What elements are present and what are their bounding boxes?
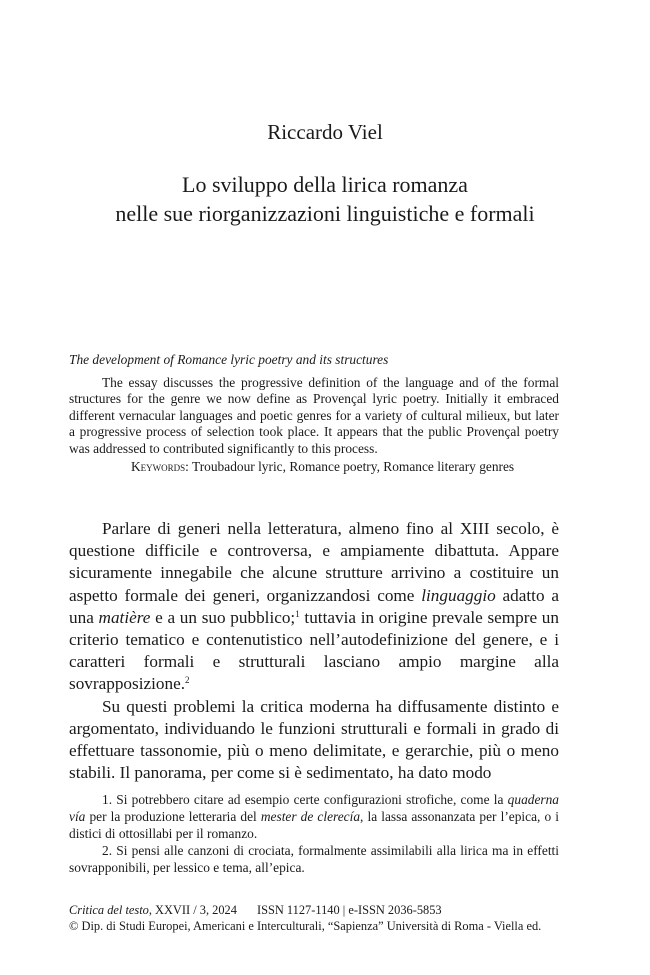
- paragraph-2: Su questi problemi la critica moderna ha diffusamente distinto e argomentato, individuando le funzioni strutturali e formali in grado di effettuare tassonomie, più o meno delimitate, e gerarchie, più o meno stabili. Il panorama, per come si è sedimentato, ha dato modo: [69, 696, 559, 783]
- footnotes: [69, 791, 559, 876]
- footer-citation-line: [69, 902, 569, 918]
- footnote-ref-1[interactable]: 1: [295, 608, 300, 619]
- keywords-separator: :: [185, 459, 192, 474]
- keywords-label: Keywords: [131, 459, 186, 474]
- paragraph-1-italic-linguaggio: linguaggio: [421, 585, 496, 605]
- footer-journal-name: Critica del testo: [69, 903, 149, 917]
- main-text: [69, 518, 559, 784]
- abstract: [69, 352, 559, 476]
- paragraph-1-text-d: tuttavia in origine prevale sempre un criterio tematico e contenutistico nell’autodefinizione del genere, e i caratteri formali e strutturali lasciano ampio margine alla sovrapposizione.: [69, 607, 559, 694]
- footnote-1-text-c: , la lassa assonanzata per l’epica, o i distici di ottosillabi per il romanzo.: [69, 809, 559, 841]
- footnote-2: 2. Si pensi alle canzoni di crociata, formalmente assimilabili alla lirica ma in effetti sovrapponibili, per lessico e tema, all’epica.: [69, 843, 559, 875]
- footer-copyright: © Dip. di Studi Europei, Americani e Interculturali, “Sapienza” Università di Roma - Viella ed.: [69, 919, 542, 933]
- footnote-1-text-b: per la produzione letteraria del: [85, 809, 261, 824]
- article-title-line-2: nelle sue riorganizzazioni linguistiche e formali: [115, 201, 535, 226]
- abstract-english-title: The development of Romance lyric poetry and its structures: [69, 352, 389, 367]
- author-name: Riccardo Viel: [267, 120, 383, 144]
- article-title: [0, 170, 650, 228]
- footnote-1-text-a: 1. Si potrebbero citare ad esempio certe configurazioni strofiche, come la: [102, 792, 508, 807]
- keywords-list: Troubadour lyric, Romance poetry, Romance literary genres: [192, 459, 515, 474]
- footnote-1-italic-mester: mester de clerecía: [260, 809, 361, 824]
- page-footer: [69, 902, 569, 934]
- paragraph-1-text-b: adatto a una: [69, 585, 559, 627]
- paragraph-1-italic-matiere: matière: [98, 607, 151, 627]
- article-title-line-1: Lo sviluppo della lirica romanza: [182, 172, 468, 197]
- paragraph-1: [69, 518, 559, 696]
- abstract-body: The essay discusses the progressive definition of the language and of the formal structures for the genre we now define as Provençal lyric poetry. Initially it embraced different vernacular languages and poetic genres for a variety of cultural milieux, but later a progressive process of selection took place. It appears that the public Provençal poetry was addressed to contributed significantly to this process.: [69, 374, 559, 456]
- footer-issn: ISSN 1127-1140 | e-ISSN 2036-5853: [256, 903, 442, 917]
- paragraph-1-text-c: e a un suo pubblico;: [150, 607, 296, 627]
- footnote-1: [69, 791, 559, 842]
- footer-issue: , XXVII / 3, 2024: [148, 903, 237, 917]
- footnote-ref-2[interactable]: 2: [185, 675, 190, 686]
- paragraph-1-text-a: Parlare di generi nella letteratura, almeno fino al XIII secolo, è questione difficile e controversa, e ampiamente dibattuta. Appare sicuramente innegabile che alcune strutture arrivino a costituire un aspetto formale dei generi, organizzandosi come: [69, 519, 559, 605]
- keywords-line: [69, 459, 559, 476]
- footnote-1-italic-quaderna-via: quaderna vía: [69, 792, 559, 824]
